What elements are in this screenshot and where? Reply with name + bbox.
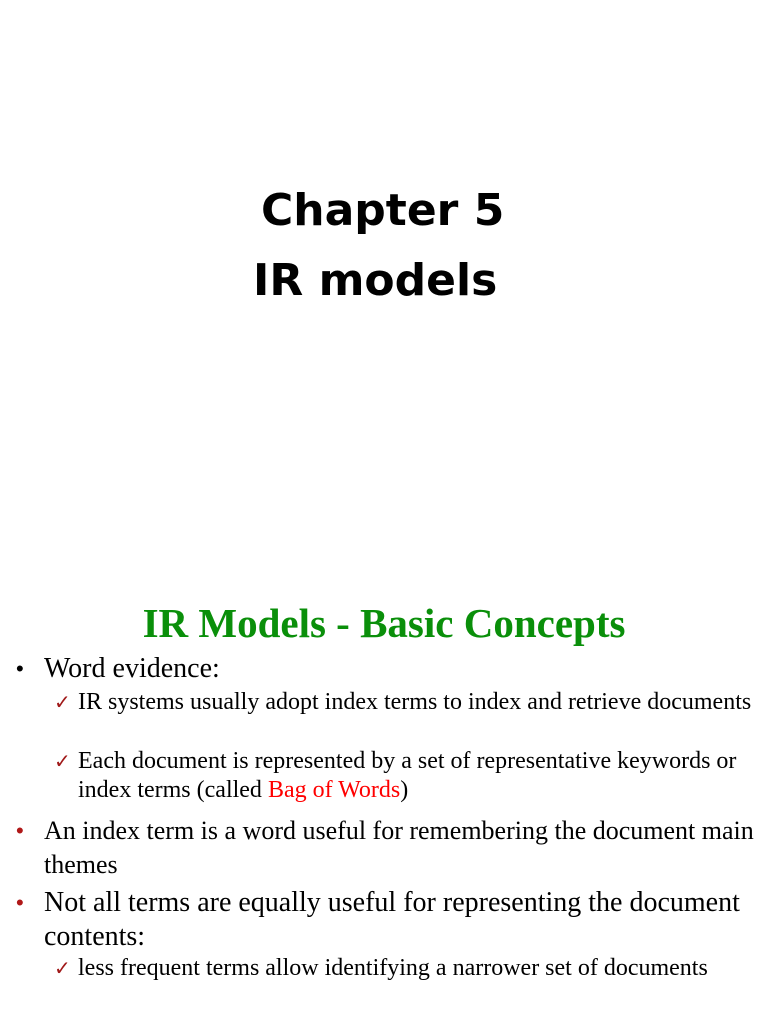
chapter-title-line-1: Chapter 5 — [261, 185, 505, 236]
sub-bullet-text: less frequent terms allow identifying a narrower set of documents — [78, 955, 708, 981]
sub-bullet-item — [54, 954, 754, 983]
bullet-text: An index term is a word useful for remembering the document main themes — [44, 816, 754, 879]
bag-of-words-highlight: Bag of Words — [267, 777, 401, 803]
sub-bullet-text: IR systems usually adopt index terms to index and retrieve documents — [78, 689, 752, 715]
checkmark-icon: ✓ — [54, 690, 71, 714]
bullet-dot-icon: • — [16, 890, 24, 915]
sub-bullet-item — [54, 747, 754, 805]
checkmark-icon: ✓ — [54, 956, 71, 980]
bullet-item — [16, 652, 756, 686]
bullet-item — [16, 814, 756, 882]
bullet-text: Word evidence: — [44, 653, 220, 684]
sub-bullet-text-before: Each document is represented by a set of representative keywords or index terms (called — [78, 748, 737, 803]
slide-heading: IR Models - Basic Concepts — [142, 600, 626, 646]
sub-bullet-item — [54, 688, 754, 717]
chapter-title-line-2: IR models — [253, 255, 498, 306]
bullet-dot-icon: • — [16, 656, 24, 681]
sub-bullet-text — [54, 747, 754, 805]
sub-bullet-text-after: ) — [400, 777, 409, 803]
bullet-item — [16, 886, 756, 954]
chapter-title — [0, 180, 768, 312]
bullet-dot-icon: • — [16, 818, 24, 843]
checkmark-icon: ✓ — [54, 749, 71, 773]
bullet-text: Not all terms are equally useful for representing the document contents: — [44, 887, 740, 952]
concepts-slide — [0, 590, 768, 1024]
